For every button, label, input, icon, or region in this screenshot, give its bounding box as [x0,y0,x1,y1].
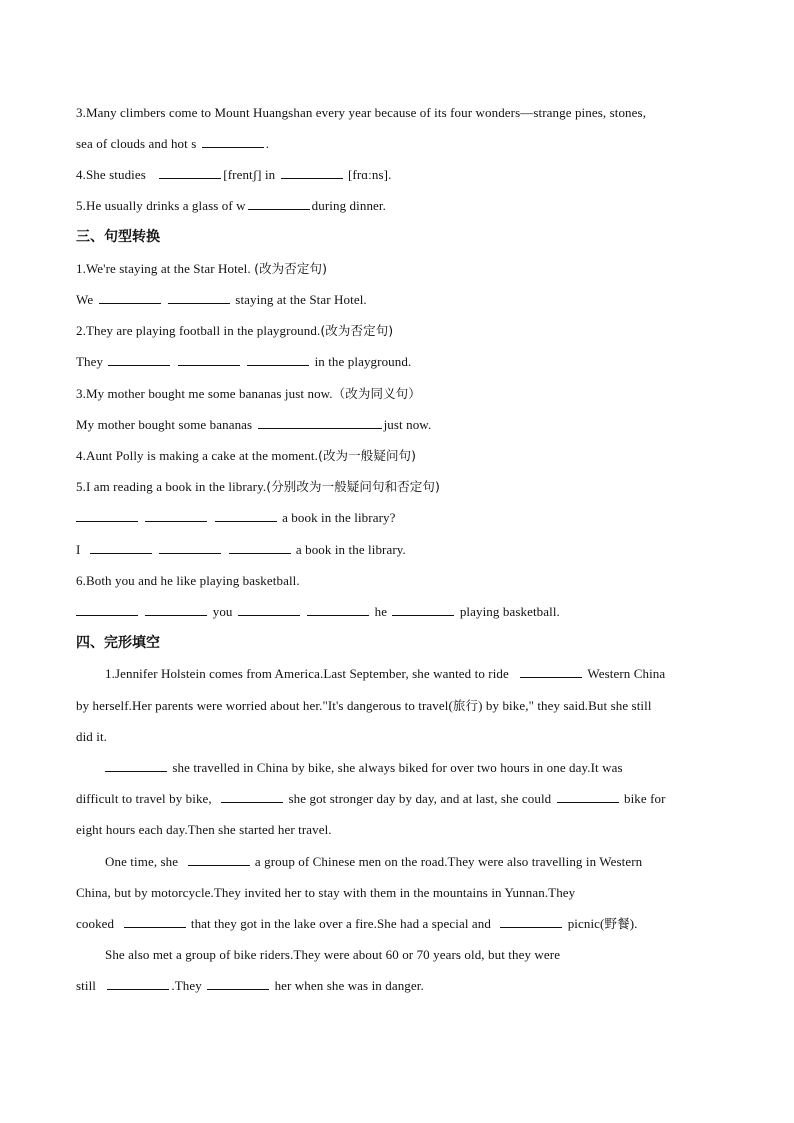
p4-text-2: still [76,978,97,993]
p3-line-2 [76,884,575,902]
answer-blank[interactable] [281,166,343,179]
answer-blank[interactable] [248,197,310,210]
p3-text-2: China, but by motorcycle.They invited her to stay with them in the mountains in Yunnan.They [76,885,576,900]
p4-line-1 [105,946,560,964]
a2-line [76,353,411,371]
answer-blank[interactable] [178,353,240,366]
p1-text-3: did it. [76,729,108,744]
section-4-heading: 四、完形填空 [76,635,160,651]
answer-blank[interactable] [202,135,264,148]
a3-start: My mother bought some bananas [76,417,253,432]
p2-text-2: difficult to travel by bike, [76,791,212,806]
q2-line [76,322,393,340]
answer-blank[interactable] [215,509,277,522]
answer-blank[interactable] [145,603,207,616]
answer-blank[interactable] [258,416,382,429]
q4-text: 4.Aunt Polly is making a cake at the moment. [76,448,318,463]
item-3-line-2 [76,135,269,153]
q1-line [76,260,327,278]
answer-blank[interactable] [557,790,619,803]
p2-text: she travelled in China by bike, she always biked for over two hours in one day.It was [172,760,623,775]
p3-text-3-close: ). [629,916,638,931]
q3-instruction: （改为同义句） [332,386,421,401]
a2-end: in the playground. [314,354,412,369]
p3-line-1 [105,853,642,871]
a1-end: staying at the Star Hotel. [235,292,367,307]
p3-text-3-mid: that they got in the lake over a fire.She had a special and [190,916,491,931]
a6-he: he [374,604,388,619]
p4-text-2-mid: .They [171,978,202,993]
a3-line [76,416,431,434]
p3-line-3 [76,915,637,933]
answer-blank[interactable] [168,291,230,304]
p2-line-3 [76,821,332,839]
q1-text: 1.We're staying at the Star Hotel. [76,261,251,276]
answer-blank[interactable] [124,915,186,928]
a3-end: just now. [383,417,432,432]
a6-line [76,603,560,621]
item-5-end: during dinner. [311,198,386,213]
a6-end: playing basketball. [459,604,560,619]
p1-line-2 [76,697,652,715]
p2-text-2-mid: she got stronger day by day, and at last, she could [288,791,552,806]
answer-blank[interactable] [221,790,283,803]
item-3-text-cont: sea of clouds and hot s [76,136,197,151]
p4-line-2 [76,977,424,995]
item-4-text: 4.She studies [76,167,146,182]
q2-text: 2.They are playing football in the playground. [76,323,321,338]
p1-text: 1.Jennifer Holstein comes from America.Last September, she wanted to ride [105,666,509,681]
answer-blank[interactable] [188,853,250,866]
answer-blank[interactable] [159,166,221,179]
q3-text: 3.My mother bought me some bananas just now. [76,386,333,401]
item-4-phonetic-1: [frentʃ] in [223,167,276,182]
item-4-line [76,166,391,184]
answer-blank[interactable] [159,541,221,554]
item-4-phonetic-2: [frɑːns]. [348,167,392,182]
item-3-end: . [265,136,270,151]
item-5-text: 5.He usually drinks a glass of w [76,198,246,213]
a5a-line [76,509,395,527]
item-5-line [76,197,386,215]
q4-instruction: (改为一般疑问句) [317,448,417,463]
answer-blank[interactable] [76,509,138,522]
a6-you: you [212,604,233,619]
p2-line-2 [76,790,666,808]
answer-blank[interactable] [500,915,562,928]
a5b-end: a book in the library. [295,542,406,557]
q6-text: 6.Both you and he like playing basketball. [76,573,300,588]
a5a-end: a book in the library? [282,510,396,525]
a1-line [76,291,367,309]
a5b-line [76,541,406,559]
q3-line [76,385,421,403]
p1-line-3 [76,728,107,746]
p2-text-2-end: bike for [623,791,666,806]
answer-blank[interactable] [105,759,167,772]
p3-text-3-end: picnic( [567,916,605,931]
answer-blank[interactable] [76,603,138,616]
p4-text-2-end: her when she was in danger. [274,978,424,993]
q1-instruction: (改为否定句) [254,261,328,276]
answer-blank[interactable] [145,509,207,522]
q5-instruction: (分别改为一般疑问句和否定句) [266,479,440,494]
answer-blank[interactable] [247,353,309,366]
q4-line [76,447,416,465]
answer-blank[interactable] [229,541,291,554]
answer-blank[interactable] [207,977,269,990]
q5-text: 5.I am reading a book in the library. [76,479,267,494]
q5-line [76,478,440,496]
a2-start: They [76,354,104,369]
answer-blank[interactable] [108,353,170,366]
q2-instruction: (改为否定句) [320,323,394,338]
p2-text-3: eight hours each day.Then she started her travel. [76,822,332,837]
p4-text: She also met a group of bike riders.They were about 60 or 70 years old, but they were [105,947,561,962]
answer-blank[interactable] [90,541,152,554]
item-3-line-1 [76,104,646,122]
a1-start: We [76,292,94,307]
p2-line-1 [105,759,623,777]
answer-blank[interactable] [107,977,169,990]
answer-blank[interactable] [392,603,454,616]
p3-text-end: a group of Chinese men on the road.They were also travelling in Western [254,854,643,869]
answer-blank[interactable] [520,665,582,678]
answer-blank[interactable] [307,603,369,616]
p3-text-3: cooked [76,916,115,931]
p1-text-2-end: ) by bike," they said.But she still [478,698,652,713]
p1-cjk-gloss: 旅行 [452,698,479,713]
p3-cjk-gloss: 野餐 [604,916,630,931]
a5b-start: I [76,542,81,557]
p1-line-1 [105,665,665,683]
p3-text: One time, she [105,854,179,869]
q6-line [76,572,300,590]
item-3-text: 3.Many climbers come to Mount Huangshan every year because of its four wonders—strange pines, stones, [76,105,647,120]
answer-blank[interactable] [238,603,300,616]
answer-blank[interactable] [99,291,161,304]
p1-text-end: Western China [587,666,666,681]
p1-text-2: by herself.Her parents were worried about her."It's dangerous to travel( [76,698,453,713]
section-3-heading: 三、句型转换 [76,229,160,245]
